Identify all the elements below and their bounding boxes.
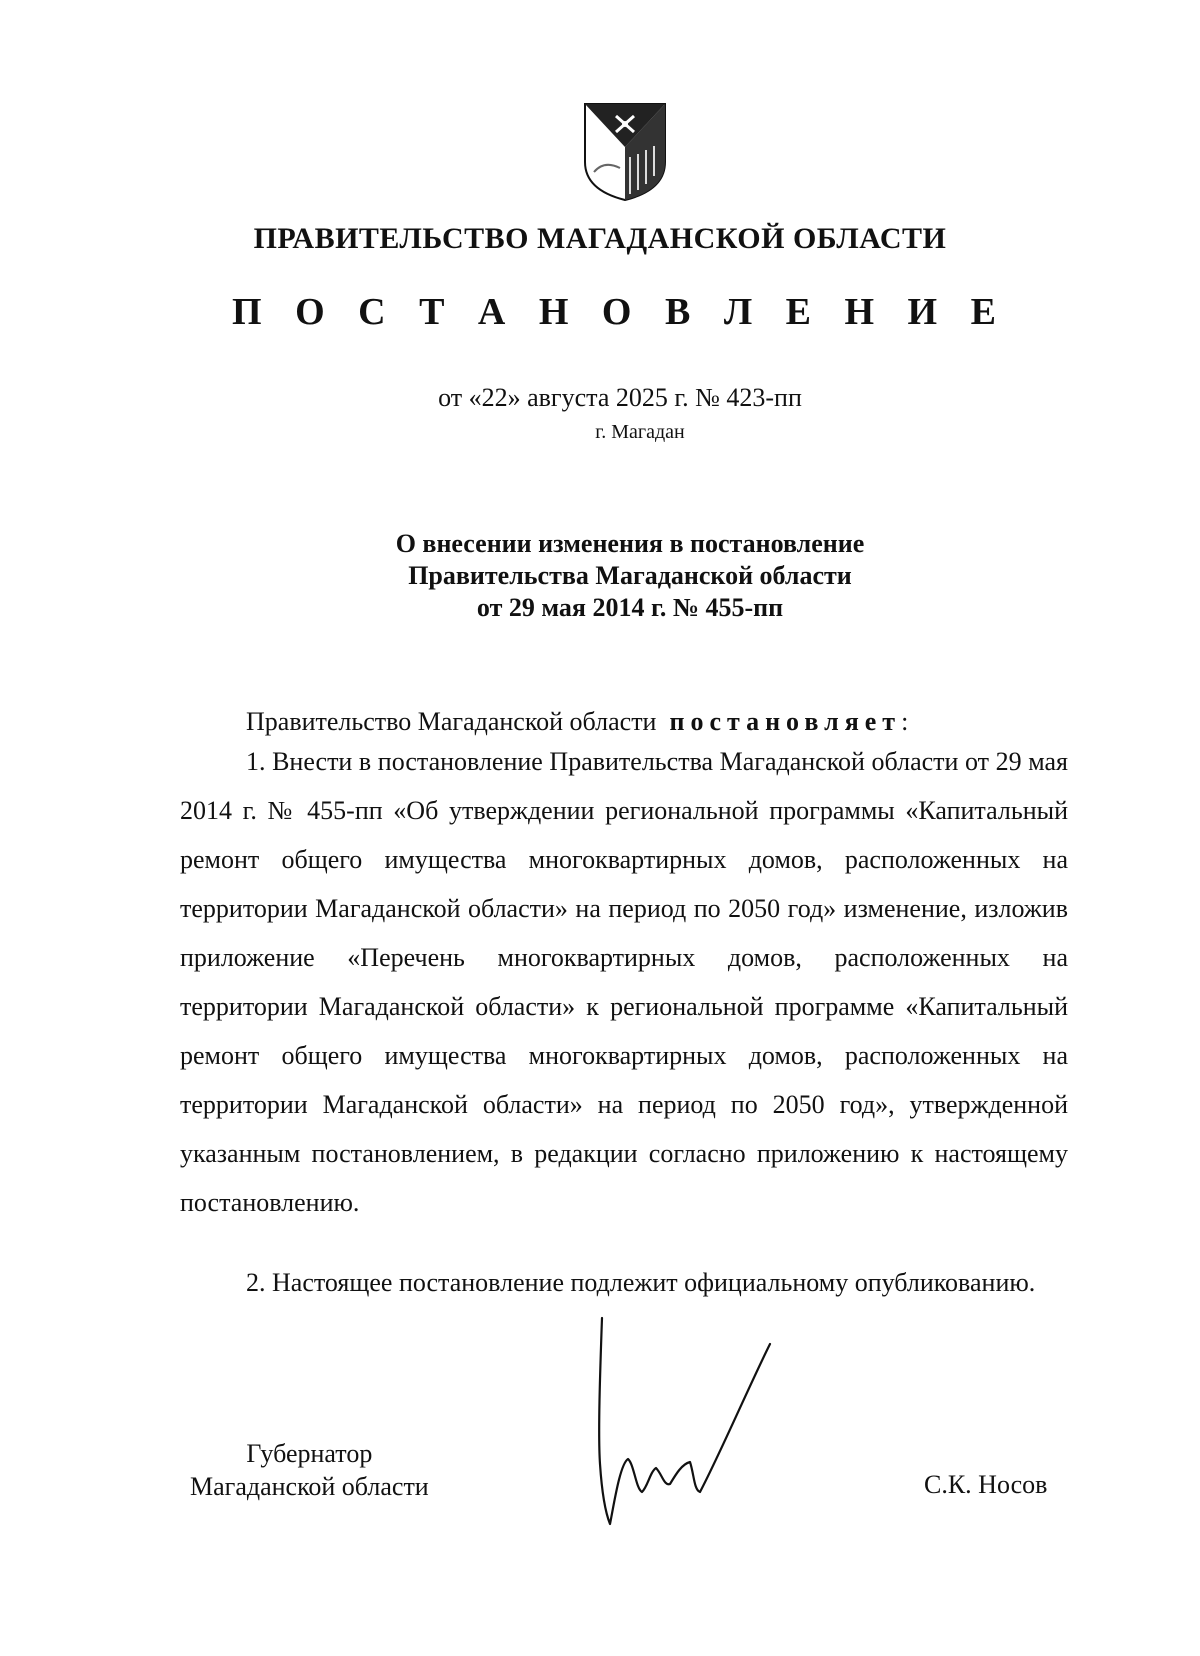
subject-line-1: О внесении изменения в постановление [395, 529, 865, 558]
document-subject [0, 528, 1200, 624]
subject-line-2: Правительства Магаданской области [408, 561, 852, 590]
document-type-title: П О С Т А Н О В Л Е Н И Е [232, 291, 1008, 333]
subject-line-3: от 29 мая 2014 г. № 455-пп [476, 593, 784, 622]
intro-prefix: Правительство Магаданской области [246, 707, 657, 736]
signatory-title [190, 1437, 429, 1503]
paragraph-1 [180, 737, 1068, 1227]
intro-suffix: : [901, 707, 909, 736]
organization-title: ПРАВИТЕЛЬСТВО МАГАДАНСКОЙ ОБЛАСТИ [253, 222, 947, 255]
coat-of-arms-icon [580, 102, 670, 202]
paragraph-2-text: 2. Настоящее постановление подлежит официальному опубликованию. [246, 1268, 1036, 1297]
paragraph-1-text: 1. Внести в постановление Правительства Магаданской области от 29 мая 2014 г. № 455-пп «Об утверждении региональной программы «Капитальный ремонт общего имущества многоквартирных домов, расположенных на территории Магаданской области» на период по 2050 год» изменение, изложив приложение «Перечень многоквартирных домов, расположенных на территории Магаданской области» к региональной программе «Капитальный ремонт общего имущества многоквартирных домов, расположенных на территории Магаданской области» на период по 2050 год», утвержденной указанным постановлением, в редакции согласно приложению к настоящему постановлению. [180, 747, 1068, 1217]
date-number-line: от «22» августа 2025 г. № 423-пп [438, 383, 802, 412]
signatory-name: С.К. Носов [924, 1470, 1048, 1499]
handwritten-signature [590, 1314, 800, 1534]
intro-verb: постановляет [669, 707, 902, 736]
signatory-title-line-1: Губернатор [246, 1439, 373, 1468]
city-line: г. Магадан [595, 421, 685, 443]
paragraph-2 [180, 1258, 1068, 1307]
signatory-title-line-2: Магаданской области [190, 1472, 429, 1501]
